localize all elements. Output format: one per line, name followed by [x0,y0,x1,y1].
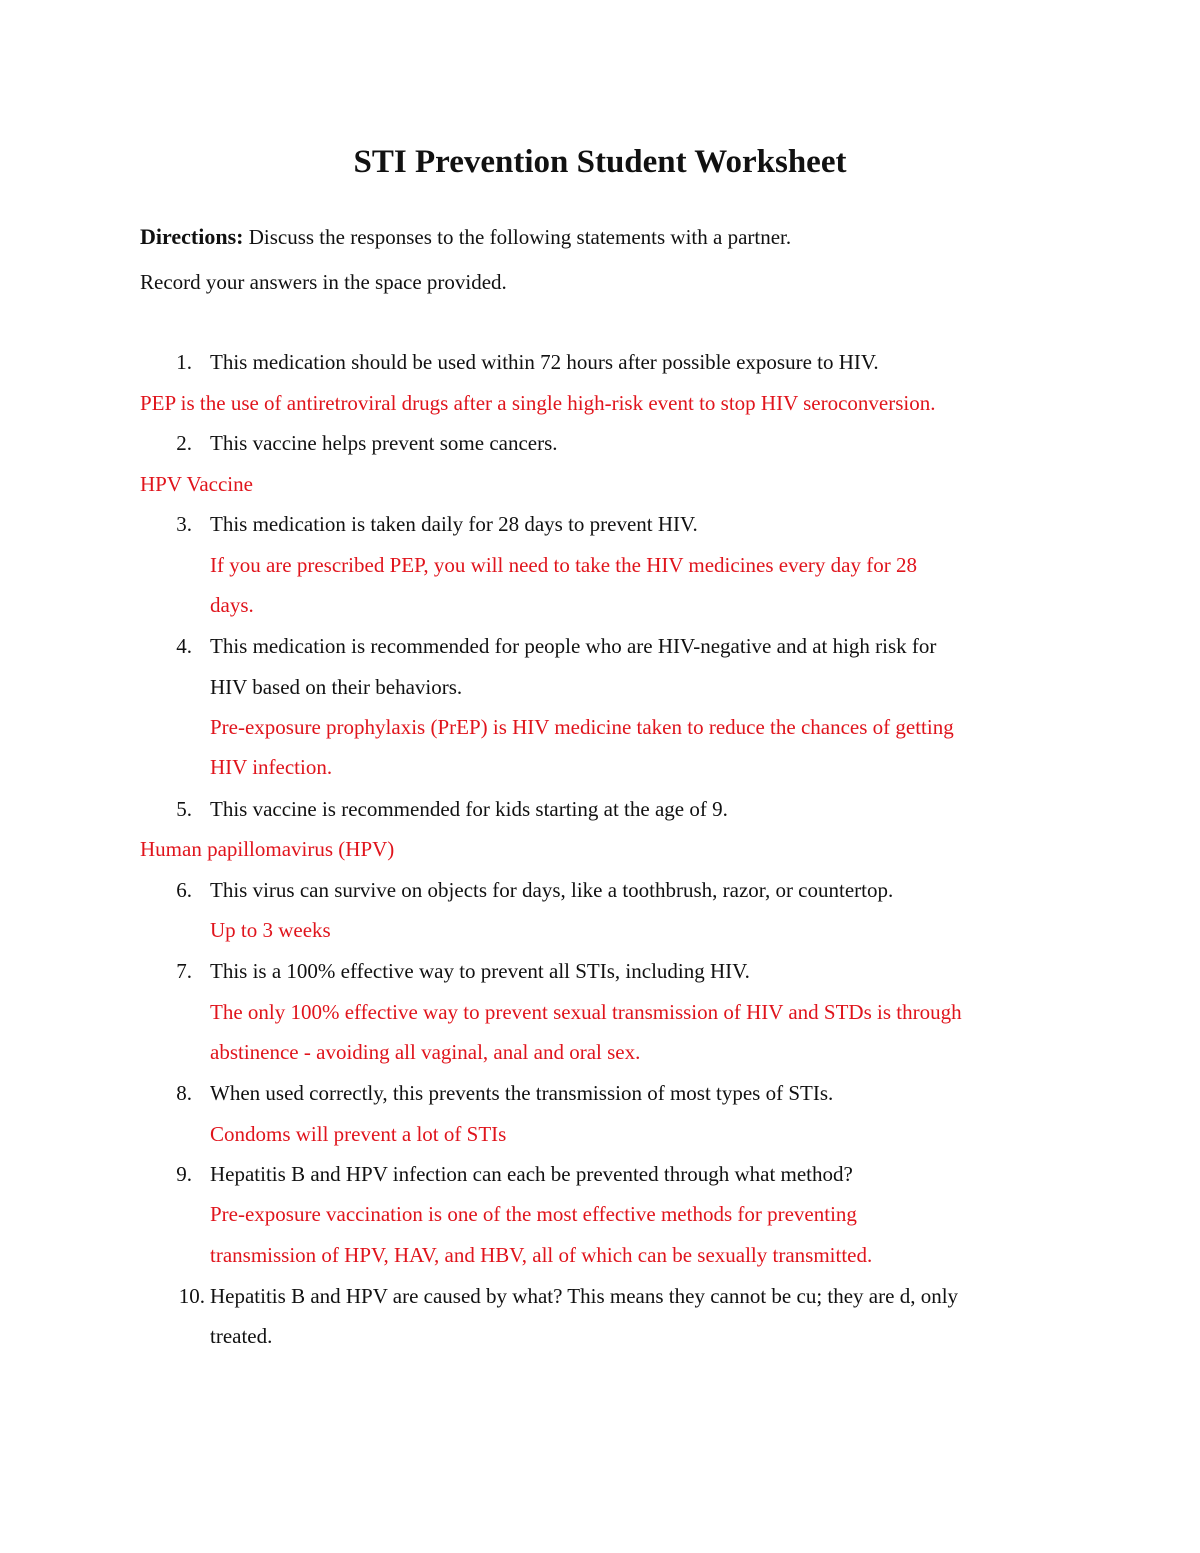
item-number: 1. [176,350,192,374]
question-text: Hepatitis B and HPV infection can each be prevented through what method? [210,1162,853,1186]
answer-text: transmission of HPV, HAV, and HBV, all of which can be sexually transmitted. [210,1243,873,1267]
answer-text: HPV Vaccine [140,472,253,496]
answer-text: The only 100% effective way to prevent sexual transmission of HIV and STDs is through [210,1000,962,1024]
answer-text: Pre-exposure vaccination is one of the most effective methods for preventing [210,1202,857,1226]
item-number: 5. [176,797,192,821]
item-number: 8. [176,1081,192,1105]
item-number: 6. [176,878,192,902]
answer-text: abstinence - avoiding all vaginal, anal and oral sex. [210,1040,641,1064]
question-text: This vaccine is recommended for kids starting at the age of 9. [210,797,728,821]
question-text: treated. [210,1324,273,1348]
directions-label: Directions: [140,224,244,249]
answer-text: Human papillomavirus (HPV) [140,837,395,861]
answer-text: Pre-exposure prophylaxis (PrEP) is HIV medicine taken to reduce the chances of getting [210,715,954,739]
question-text: This is a 100% effective way to prevent all STIs, including HIV. [210,959,750,983]
question-text: This medication should be used within 72 hours after possible exposure to HIV. [210,350,879,374]
question-text: This vaccine helps prevent some cancers. [210,431,558,455]
question-text: This virus can survive on objects for days, like a toothbrush, razor, or countertop. [210,878,894,902]
answer-text: Up to 3 weeks [210,918,331,942]
question-text: Hepatitis B and HPV are caused by what? This means they cannot be cu; they are d, only [210,1284,959,1308]
question-text: When used correctly, this prevents the transmission of most types of STIs. [210,1081,834,1105]
item-number: 7. [176,959,192,983]
directions-line [140,223,791,251]
item-number: 10. [178,1284,205,1308]
question-text: This medication is recommended for people who are HIV-negative and at high risk for [210,634,937,658]
answer-text: Condoms will prevent a lot of STIs [210,1122,507,1146]
answer-text: If you are prescribed PEP, you will need to take the HIV medicines every day for 28 [210,553,917,577]
answer-text: PEP is the use of antiretroviral drugs after a single high-risk event to stop HIV seroconversion. [140,391,936,415]
page-title: STI Prevention Student Worksheet [353,144,847,180]
answer-text: days. [210,593,254,617]
question-text: HIV based on their behaviors. [210,675,463,699]
item-number: 9. [176,1162,192,1186]
item-number: 2. [176,431,192,455]
directions-text: Discuss the responses to the following statements with a partner. [243,225,792,249]
question-text: This medication is taken daily for 28 days to prevent HIV. [210,512,698,536]
directions-line-2: Record your answers in the space provided. [140,270,507,294]
item-number: 4. [176,634,192,658]
item-number: 3. [176,512,192,536]
answer-text: HIV infection. [210,755,333,779]
